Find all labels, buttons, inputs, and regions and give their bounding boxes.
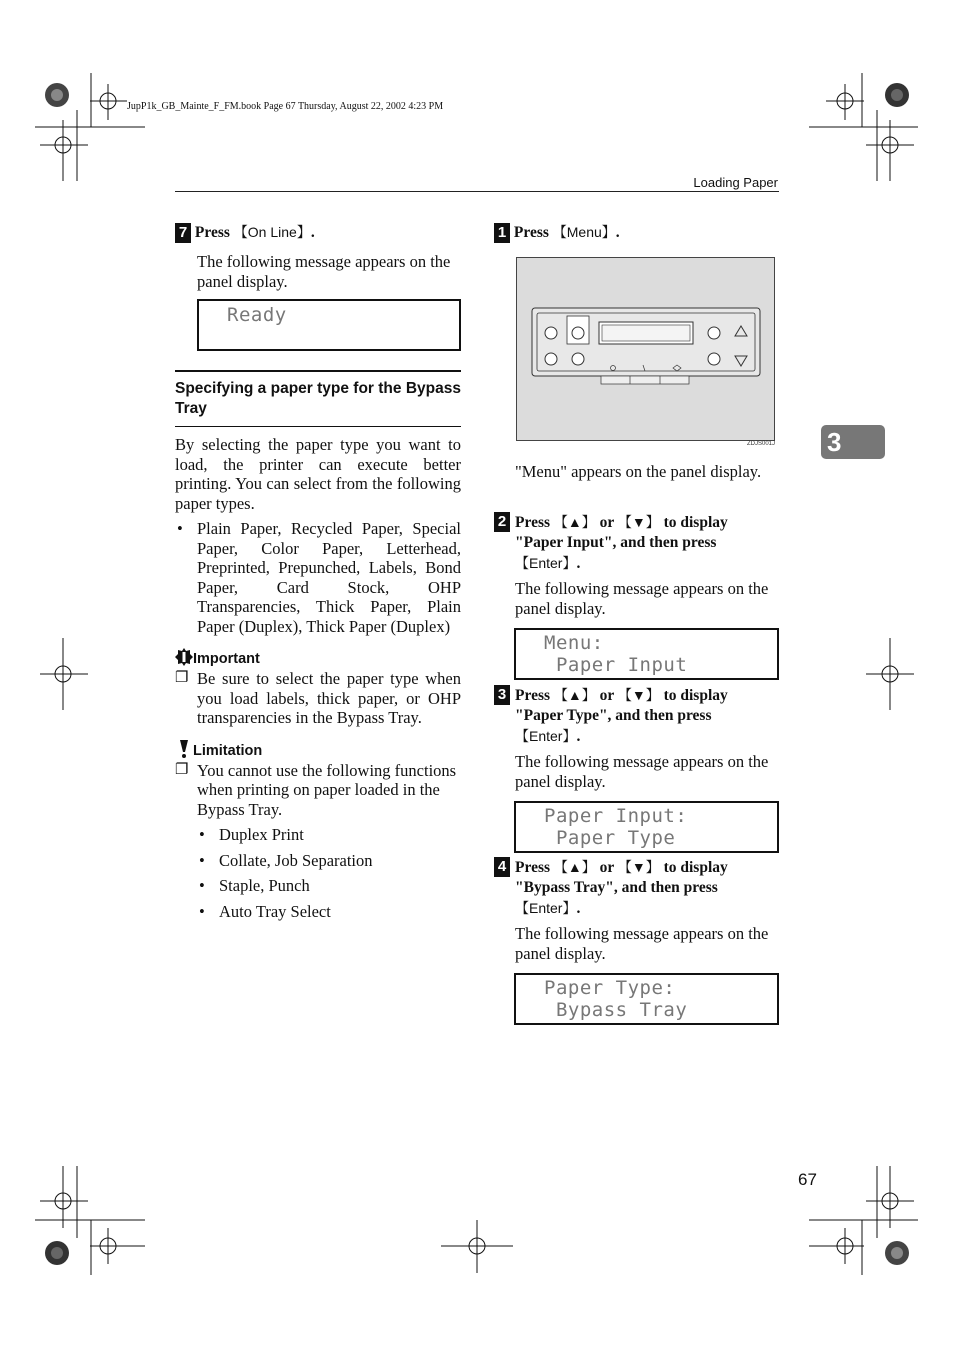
key-bracket-open: 【 bbox=[617, 514, 632, 530]
checkbox-mark: ❐ bbox=[175, 670, 189, 686]
lcd-line-2: Paper Type bbox=[544, 827, 676, 849]
left-column bbox=[175, 222, 461, 921]
step-number: 2 bbox=[494, 512, 510, 532]
step-4-text: The following message appears on the panel display. bbox=[515, 924, 769, 963]
up-arrow-icon: ▲ bbox=[567, 514, 582, 530]
step-dot: . bbox=[576, 555, 581, 572]
limitation-list bbox=[197, 825, 461, 921]
lcd-line-1: Paper Input: bbox=[544, 805, 688, 827]
lcd-display-menu bbox=[514, 628, 779, 680]
key-bracket-open: 【 bbox=[553, 687, 568, 703]
step-1 bbox=[494, 222, 779, 243]
book-file-line: JupP1k_GB_Mainte_F_FM.book Page 67 Thursday, August 22, 2002 4:23 PM bbox=[127, 101, 444, 112]
step-3 bbox=[494, 685, 779, 853]
step-instruction: to display "Paper Type", and then press bbox=[515, 687, 728, 724]
step-7-text: The following message appears on the panel display. bbox=[197, 252, 451, 291]
lcd-line-2: Bypass Tray bbox=[544, 999, 688, 1021]
step-number: 3 bbox=[494, 685, 510, 705]
step-dot: . bbox=[615, 224, 620, 241]
step-dot: . bbox=[576, 900, 581, 917]
key-bracket-open: 【 bbox=[617, 687, 632, 703]
limitation-item: • Duplex Print bbox=[197, 825, 461, 845]
step-number: 7 bbox=[175, 223, 191, 243]
step-press: Press bbox=[515, 514, 554, 531]
step-press: Press bbox=[515, 687, 554, 704]
checkbox-mark: ❐ bbox=[175, 761, 189, 778]
step-press: Press bbox=[513, 224, 553, 241]
limitation-item: • Collate, Job Separation bbox=[197, 851, 461, 871]
step-4 bbox=[494, 857, 779, 1025]
section-rule-top bbox=[175, 370, 461, 372]
section-intro: By selecting the paper type you want to load, the printer can execute better printing. You can select from the following paper types. bbox=[175, 435, 461, 513]
step-or: or bbox=[595, 859, 618, 876]
down-arrow-icon: ▼ bbox=[631, 859, 646, 875]
lcd-display-paper-input bbox=[514, 801, 779, 853]
key-bracket-close: 】 bbox=[601, 224, 616, 240]
step-7 bbox=[175, 222, 461, 351]
key-bracket-close: 】 bbox=[645, 514, 660, 530]
step-number: 1 bbox=[494, 223, 510, 243]
up-arrow-icon: ▲ bbox=[567, 687, 582, 703]
step-or: or bbox=[595, 514, 618, 531]
important-title: Important bbox=[193, 651, 260, 667]
page-number: 67 bbox=[798, 1170, 817, 1189]
key-bracket-close: 】 bbox=[562, 555, 577, 571]
step-or: or bbox=[595, 687, 618, 704]
step-dot: . bbox=[310, 224, 315, 241]
lcd-line-1: Paper Type: bbox=[544, 977, 676, 999]
key-bracket-close: 】 bbox=[581, 687, 596, 703]
key-bracket-close: 】 bbox=[296, 224, 311, 240]
step-press: Press bbox=[194, 224, 234, 241]
step-1-text: "Menu" appears on the panel display. bbox=[515, 462, 762, 481]
key-bracket-close: 】 bbox=[562, 900, 577, 916]
lcd-display-paper-type bbox=[514, 973, 779, 1025]
key-bracket-close: 】 bbox=[581, 514, 596, 530]
key-bracket-open: 【 bbox=[515, 728, 529, 744]
limitation-note bbox=[175, 740, 461, 922]
important-text: Be sure to select the paper type when you load labels, thick paper, or OHP transparencies in the Bypass Tray. bbox=[197, 669, 461, 727]
key-bracket-open: 【 bbox=[552, 224, 567, 240]
key-bracket-open: 【 bbox=[515, 555, 529, 571]
key-bracket-close: 】 bbox=[645, 687, 660, 703]
key-bracket-open: 【 bbox=[233, 224, 248, 240]
lcd-line-2: Paper Input bbox=[544, 654, 688, 676]
limitation-item: • Auto Tray Select bbox=[197, 902, 461, 922]
key-bracket-close: 】 bbox=[581, 859, 596, 875]
limitation-text: You cannot use the following functions when printing on paper loaded in the Bypass Tray. bbox=[197, 760, 457, 819]
figure-code: ZDJS001J bbox=[747, 441, 776, 447]
lcd-line-1: Menu: bbox=[544, 632, 604, 654]
control-panel-illustration bbox=[516, 257, 775, 441]
section-rule-bottom bbox=[175, 426, 461, 428]
important-note bbox=[175, 648, 461, 728]
up-arrow-icon: ▲ bbox=[567, 859, 582, 875]
chapter-tab: 3 bbox=[821, 425, 885, 459]
paper-types-list bbox=[175, 519, 461, 636]
down-arrow-icon: ▼ bbox=[631, 687, 646, 703]
step-instruction: to display "Paper Input", and then press bbox=[515, 514, 728, 551]
lcd-line-1: Ready bbox=[227, 304, 287, 326]
step-3-text: The following message appears on the panel display. bbox=[515, 752, 769, 791]
key-bracket-close: 】 bbox=[562, 728, 577, 744]
section-title: Specifying a paper type for the Bypass Tray bbox=[175, 379, 461, 417]
key-menu: Menu bbox=[566, 224, 602, 240]
limitation-title: Limitation bbox=[193, 742, 263, 759]
key-bracket-open: 【 bbox=[553, 514, 568, 530]
key-bracket-open: 【 bbox=[515, 900, 529, 916]
header-rule bbox=[175, 191, 779, 192]
control-panel-drawing bbox=[517, 258, 774, 440]
running-header: Loading Paper bbox=[693, 175, 778, 190]
step-dot: . bbox=[576, 728, 581, 745]
lcd-display-ready bbox=[197, 299, 461, 351]
limitation-item: • Staple, Punch bbox=[197, 876, 461, 896]
step-number: 4 bbox=[494, 857, 510, 877]
key-enter: Enter bbox=[529, 900, 563, 916]
key-bracket-open: 【 bbox=[617, 859, 632, 875]
key-bracket-open: 【 bbox=[553, 859, 568, 875]
limitation-icon bbox=[175, 740, 193, 758]
key-enter: Enter bbox=[529, 555, 563, 571]
step-2 bbox=[494, 512, 779, 680]
key-bracket-close: 】 bbox=[645, 859, 660, 875]
down-arrow-icon: ▼ bbox=[631, 514, 646, 530]
step-2-text: The following message appears on the panel display. bbox=[515, 579, 769, 618]
important-icon bbox=[175, 648, 193, 666]
step-press: Press bbox=[515, 859, 554, 876]
paper-types-item: • Plain Paper, Recycled Paper, Special Paper, Color Paper, Letterhead, Preprinted, Prepunched, Labels, Bond Paper, Card Stock, OHP Transparencies, Thick Paper, Plain Paper (Duplex), Thick Paper (Duplex) bbox=[175, 519, 461, 636]
key-on-line: On Line bbox=[247, 224, 297, 240]
step-instruction: to display "Bypass Tray", and then press bbox=[515, 859, 728, 896]
key-enter: Enter bbox=[529, 728, 563, 744]
